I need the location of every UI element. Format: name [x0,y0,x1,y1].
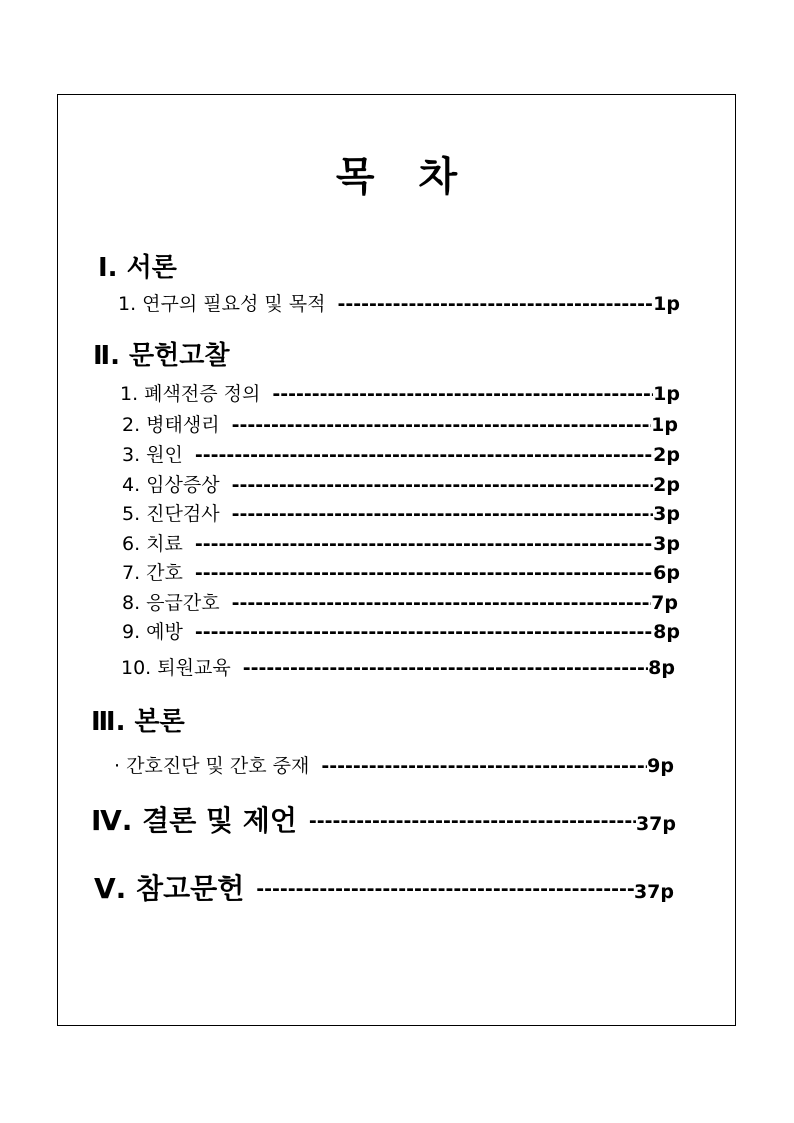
toc-entry[interactable] [122,623,680,642]
leader-dots [309,812,636,831]
page-title [58,154,735,200]
toc-entry-page: 8p [653,621,680,643]
leader-dots [232,594,652,613]
toc-entry[interactable] [122,446,680,465]
toc-entry-label: 5. 진단검사 [122,503,220,525]
section-heading-1: Ⅰ. 서론 [98,253,177,283]
leader-dots [232,476,654,495]
toc-entry-page: 2p [653,474,680,496]
toc-section-entry-4[interactable] [91,804,676,837]
toc-entry-label: 2. 병태생리 [122,414,220,436]
toc-entry-label: 7. 간호 [122,562,183,584]
toc-entry-label: 6. 치료 [122,533,183,555]
toc-entry[interactable] [120,385,680,404]
toc-entry[interactable] [122,476,680,495]
leader-dots [272,385,653,404]
toc-entry-page: 1p [653,383,680,405]
toc-entry-label: 8. 응급간호 [122,592,220,614]
toc-entry-page: 8p [648,657,675,679]
leader-dots [232,505,654,524]
toc-entry[interactable] [122,564,680,583]
leader-dots [337,295,653,314]
toc-entry-page: 1p [653,293,680,315]
toc-entry-label: 3. 원인 [122,444,183,466]
toc-entry-page: 3p [653,533,680,555]
toc-entry[interactable] [118,295,680,314]
toc-entry-page: 6p [653,562,680,584]
toc-entry-page: 2p [653,444,680,466]
toc-entry-label: 4. 임상증상 [122,474,220,496]
leader-dots [195,446,653,465]
leader-dots [195,535,653,554]
leader-dots [232,416,652,435]
toc-entry-page: 37p [635,813,676,835]
leader-dots [195,623,653,642]
toc-entry[interactable] [122,535,680,554]
toc-entry-label: · 간호진단 및 간호 중재 [114,755,310,777]
toc-entry-page: 1p [651,414,678,436]
toc-section-entry-5[interactable] [94,872,674,905]
toc-entry[interactable] [114,757,674,776]
toc-entry-page: 37p [633,881,674,903]
leader-dots [195,564,653,583]
toc-entry-page: 3p [653,503,680,525]
toc-entry-page: 7p [651,592,678,614]
leader-dots [321,757,647,776]
toc-entry-page: 9p [647,755,674,777]
page-frame [57,94,736,1026]
section-heading-2: Ⅱ. 문헌고찰 [93,341,230,371]
title-left: 목 [335,154,375,200]
section-heading-3: Ⅲ. 본론 [91,707,185,737]
title-right: 차 [418,154,458,200]
toc-entry-label: 1. 폐색전증 정의 [120,383,261,405]
leader-dots [256,880,634,899]
leader-dots [243,659,648,678]
toc-entry[interactable] [122,416,678,435]
toc-entry-label: 9. 예방 [122,621,183,643]
toc-entry-label: 1. 연구의 필요성 및 목적 [118,293,326,315]
section-heading-5: Ⅴ. 참고문헌 [94,872,245,905]
section-heading-4: Ⅳ. 결론 및 제언 [91,804,297,837]
toc-entry[interactable] [122,594,678,613]
toc-entry-label: 10. 퇴원교육 [121,657,231,679]
toc-entry[interactable] [121,659,675,678]
toc-entry[interactable] [122,505,680,524]
